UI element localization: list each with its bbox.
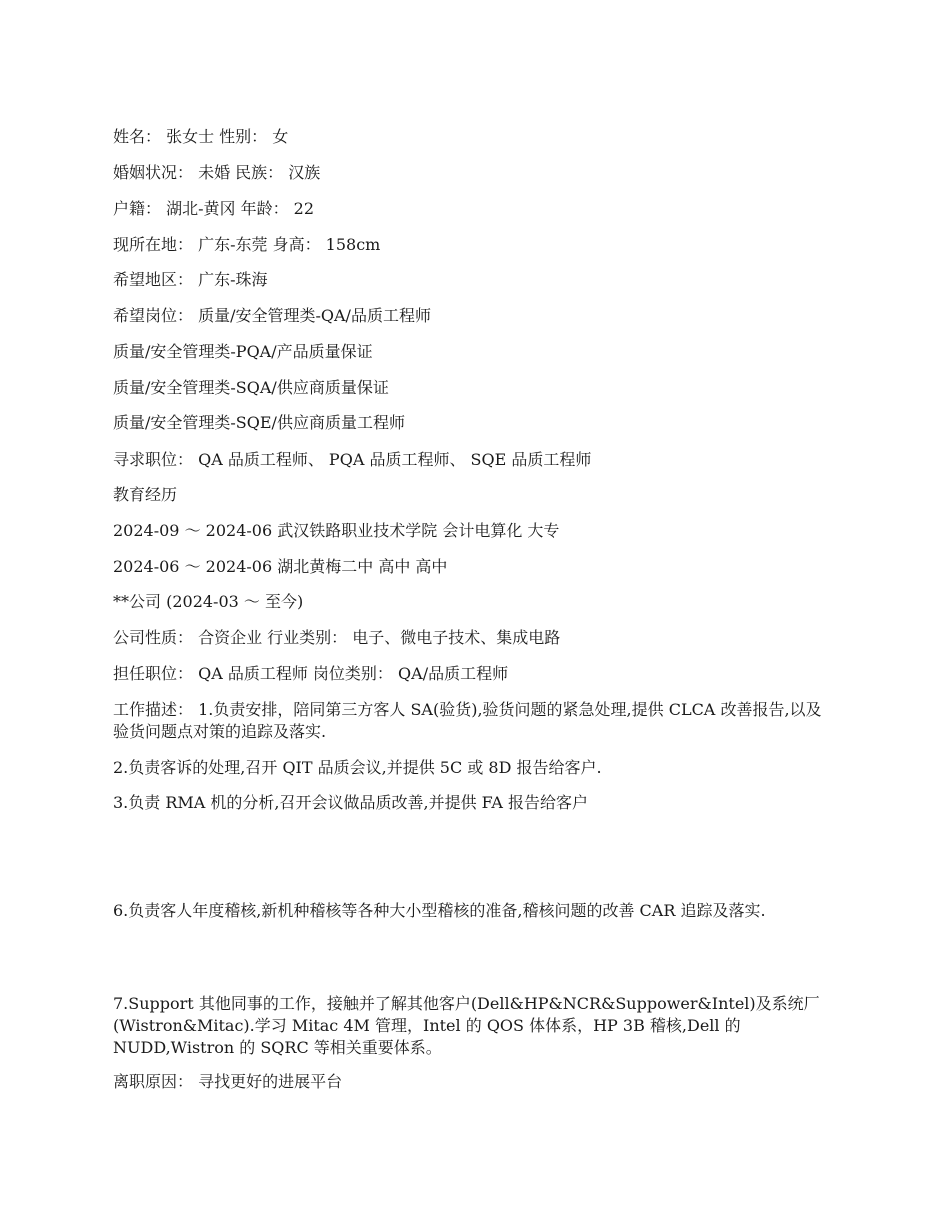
location-height-line: 现所在地： 广东-东莞 身高： 158cm [113,235,381,254]
education-heading: 教育经历 [113,485,178,504]
hukou-age-line: 户籍： 湖北-黄冈 年龄： 22 [113,199,315,218]
leave-reason-line: 离职原因： 寻找更好的进展平台 [113,1072,343,1091]
company-type-line: 公司性质： 合资企业 行业类别： 电子、微电子技术、集成电路 [113,628,561,647]
education-entry: 2024-09 ～ 2024-06 武汉铁路职业技术学院 会计电算化 大专 [113,521,560,540]
duty-item: 2.负责客诉的处理,召开 QIT 品质会议,并提供 5C 或 8D 报告给客户. [113,758,602,777]
duty-item: 3.负责 RMA 机的分析,召开会议做品质改善,并提供 FA 报告给客户 [113,793,589,812]
company-line: **公司 (2024-03 ～ 至今) [113,592,304,611]
duty-item: 工作描述： 1.负责安排，陪同第三方客人 SA(验货),验货问题的紧急处理,提供 CLCA 改善报告,以及验货问题点对策的追踪及落实. [113,700,822,741]
duty-item: 7.Support 其他同事的工作，接触并了解其他客户(Dell&HP&NCR&Suppower&Intel)及系统厂(Wistron&Mitac).学习 Mitac 4M 管理，Intel 的 QOS 体体系，HP 3B 稽核,Dell 的 NUDD,Wistron 的 SQRC 等相关重要体系。 [113,994,820,1057]
resume-page [113,0,833,1230]
name-gender-line: 姓名： 张女士 性别： 女 [113,127,289,146]
duty-item: 6.负责客人年度稽核,新机种稽核等各种大小型稽核的准备,稽核问题的改善 CAR 追踪及落实. [113,901,766,920]
marital-ethnicity-line: 婚姻状况： 未婚 民族： 汉族 [113,163,321,182]
desired-position-sqe: 质量/安全管理类-SQE/供应商质量工程师 [113,413,405,432]
desired-position-sqa: 质量/安全管理类-SQA/供应商质量保证 [113,378,389,397]
role-line: 担任职位： QA 品质工程师 岗位类别： QA/品质工程师 [113,664,509,683]
desired-position-line: 希望岗位： 质量/安全管理类-QA/品质工程师 [113,306,431,325]
desired-position-pqa: 质量/安全管理类-PQA/产品质量保证 [113,342,373,361]
seeking-position-line: 寻求职位： QA 品质工程师、 PQA 品质工程师、 SQE 品质工程师 [113,450,592,469]
education-entry: 2024-06 ～ 2024-06 湖北黄梅二中 高中 高中 [113,557,448,576]
desired-region-line: 希望地区： 广东-珠海 [113,270,268,289]
